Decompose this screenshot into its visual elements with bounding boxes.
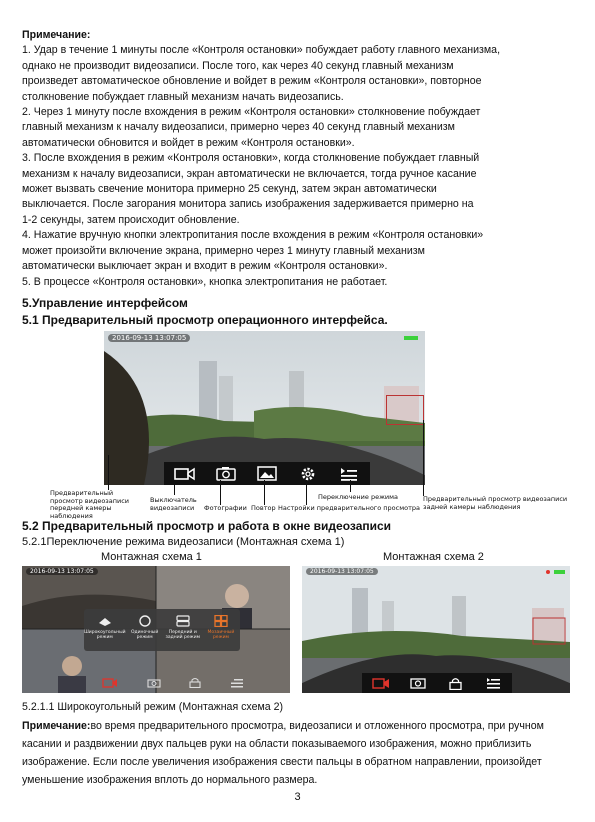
notes-line: главный механизм к началу видеозаписи, примерно через 40 секунд главный механизм [22,121,455,134]
menu-list-icon [486,677,501,689]
wide-angle-icon [97,615,113,627]
mode-switch-button[interactable] [475,673,513,693]
mode-label: Широкоугольный режим [84,630,126,640]
preview-screenshot [104,331,425,485]
notes-line: произведет автоматическое обновление и войдет в режим «Контроля остановки», повторное [22,75,482,88]
mode-mosaic[interactable] [202,609,240,651]
section-5-2-1-heading: 5.2.1Переключение режима видеозаписи (Монтажная схема 1) [22,536,345,548]
video-camera-icon[interactable] [102,678,118,688]
notes-line: 1. Удар в течение 1 минуты после «Контроля остановки» побуждает работу главного механизма, [22,44,501,57]
video-camera-icon [174,467,196,481]
menu-list-icon[interactable] [230,678,244,688]
timestamp-badge: 2016-09-13 13:07:05 [306,568,378,575]
gallery-icon [257,466,277,481]
settings-icon [300,466,316,482]
rear-camera-inset [386,395,424,425]
video-camera-icon [372,678,390,689]
section-5-1-heading: 5.1 Предварительный просмотр операционного интерфейса. [22,313,388,327]
mode-label: Мозаичный режим [207,630,235,640]
notes-block [22,28,577,290]
video-record-button[interactable] [164,462,205,485]
notes-line: 3. После вхождения в режим «Контроля остановки», когда столкновение побуждает главный [22,152,480,165]
notes-line: выключается. После загорания монитора запись изображения задерживается примерно на [22,198,474,211]
final-note-text: во время предварительного просмотра, видеозаписи и отложенного просмотра, при ручном касании и раздвижении двух пальцев руки на области показываемого изображения, можно приблизить изображение. Если после увеличения изображения свести пальцы в обратном направлении, произойдет уменьшение изображения вплоть до нормального размера. [22,720,544,786]
mosaic-icon [214,615,228,627]
notes-line: однако не производит видеозаписи. После того, как через 40 секунд главный механизм [22,59,454,72]
photo-button[interactable] [205,462,246,485]
settings-button[interactable] [288,462,329,485]
label-settings-preview: Настройки предварительного просмотра [278,504,420,512]
section-5-2-1-1-heading: 5.2.1.1 Широкоугольный режим (Монтажная схема 2) [22,701,284,713]
page-number: 3 [294,791,301,803]
notes-line: механизм к началу видеозаписи, экран автоматически не включается, тогда ручное касание [22,167,477,180]
mode-front-rear[interactable] [164,609,202,651]
menu-list-icon [340,467,358,481]
scheme-1-screenshot [22,566,290,693]
label-replay: Повтор [251,504,276,512]
single-view-icon [138,615,152,627]
scheme-1-title: Монтажная схема 1 [101,551,202,563]
notes-line: автоматически обновится и войдет в режим «Контроля остановки». [22,136,355,149]
photo-camera-icon[interactable] [147,678,161,688]
scheme-2-title: Монтажная схема 2 [383,551,484,563]
gallery-button[interactable] [246,462,287,485]
photo-camera-icon [216,466,236,481]
callout-line [108,455,109,490]
label-photos: Фотографии [204,504,247,512]
notes-line: 2. Через 1 минуту после вхождения в режим «Контроля остановки» столкновение побуждает [22,106,481,119]
photo-button[interactable] [400,673,438,693]
notes-line: 5. В процессе «Контроля остановки», кнопка электропитания не работает. [22,275,388,288]
mode-label: Передний и задний режим [165,630,201,640]
preview-toolbar [164,462,370,485]
notes-line: автоматически выключает экран и входит в режим «Контроля остановки». [22,260,388,273]
callout-line [220,480,221,505]
final-note-label: Примечание: [22,720,91,732]
lock-button[interactable] [437,673,475,693]
front-rear-icon [176,615,190,627]
callout-line [174,480,175,495]
callout-line [264,480,265,505]
section-5-heading: 5.Управление интерфейсом [22,296,188,310]
section-5-2-heading: 5.2 Предварительный просмотр и работа в окне видеозаписи [22,519,392,533]
notes-line: 1-2 секунды, затем происходит обновление. [22,213,240,226]
notes-line: может произойти включение экрана, примерно через 1 минуту главный механизм [22,244,425,257]
callout-line [306,480,307,505]
final-note [22,717,577,789]
scheme-1-toolbar [88,674,258,691]
notes-title: Примечание: [22,29,91,41]
scheme-2-screenshot [302,566,570,693]
label-mode-switch: Переключение режима [318,493,399,501]
label-rear-preview: Предварительный просмотр видеозаписи задней камеры наблюдения [423,495,568,511]
notes-line: 4. Нажатие вручную кнопки электропитания после вхождения в режим «Контроля остановки» [22,229,484,242]
scheme-2-toolbar [362,673,512,693]
callout-line [350,480,351,492]
photo-camera-icon [410,677,426,689]
notes-line: столкновение побуждает главный механизм начать видеозапись. [22,90,344,103]
mode-menu [84,609,240,651]
timestamp-badge: 2016-09-13 13:07:05 [26,568,98,575]
mode-label: Одиночный режим [130,630,159,640]
label-front-preview: Предварительный просмотр видеозаписи передней камеры наблюдения [50,489,130,520]
mode-single[interactable] [126,609,164,651]
mode-wide-angle[interactable] [84,609,126,651]
notes-line: может вызвать свечение монитора примерно 25 секунд, затем экран автоматически [22,183,437,196]
label-video-off: Выключатель видеозаписи [150,496,197,512]
video-record-button[interactable] [362,673,400,693]
lock-icon[interactable] [189,677,201,688]
callout-line [423,420,424,496]
timestamp-badge: 2016-09-13 13:07:05 [108,334,190,342]
lock-icon [449,677,462,690]
